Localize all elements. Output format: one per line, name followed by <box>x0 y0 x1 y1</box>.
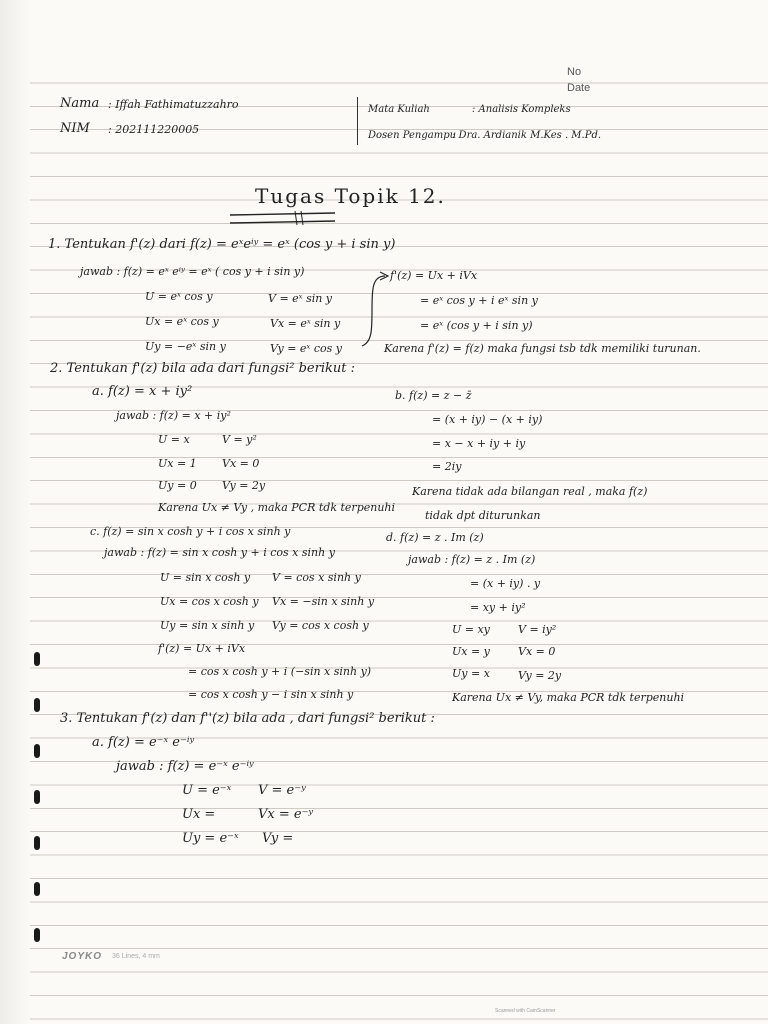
q2d-answer: jawab : f(z) = z . Im (z) <box>408 553 536 566</box>
q2d-uy: Uy = x <box>452 667 490 680</box>
q1-conclusion: Karena f'(z) = f(z) maka fungsi tsb tdk memiliki turunan. <box>384 342 701 355</box>
q1-answer: jawab : f(z) = eˣ eⁱʸ = eˣ ( cos y + i sin y) <box>80 265 305 278</box>
q2b-label: b. f(z) = z − z̄ <box>395 389 472 402</box>
nama-value: : Iffah Fathimatuzzahro <box>108 98 239 111</box>
q3a-vx: Vx = e⁻ʸ <box>258 807 314 822</box>
q2c-u: U = sin x cosh y <box>160 571 251 584</box>
title-underline <box>225 210 345 230</box>
page-top-margin <box>0 0 768 60</box>
nim-value: : 202111220005 <box>108 123 200 136</box>
q1-ux: Ux = eˣ cos y <box>145 315 219 328</box>
binding-hole <box>34 652 40 666</box>
q1-deriv-1: f'(z) = Ux + iVx <box>390 269 478 282</box>
q2a-uy: Uy = 0 <box>158 479 197 492</box>
q2-prompt: 2. Tentukan f'(z) bila ada dari fungsi² berikut : <box>50 361 355 376</box>
q1-deriv-3: = eˣ (cos y + i sin y) <box>420 319 533 332</box>
q2b-line-2: = x − x + iy + iy <box>432 437 526 450</box>
matkul-value: : Analisis Kompleks <box>472 104 571 115</box>
q1-arrow <box>360 270 390 350</box>
q3a-label: a. f(z) = e⁻ˣ e⁻ⁱʸ <box>92 735 195 750</box>
dosen-label: Dosen Pengampu <box>368 130 457 141</box>
q2a-vy: Vy = 2y <box>222 479 266 492</box>
q2d-label: d. f(z) = z . Im (z) <box>386 531 484 544</box>
q2c-uy: Uy = sin x sinh y <box>160 619 255 632</box>
q1-v: V = eˣ sin y <box>268 292 333 305</box>
q3a-answer: jawab : f(z) = e⁻ˣ e⁻ⁱʸ <box>116 759 254 774</box>
binding-hole <box>34 744 40 758</box>
q2d-u: U = xy <box>452 623 490 636</box>
q1-vx: Vx = eˣ sin y <box>270 317 341 330</box>
q2d-vy: Vy = 2y <box>518 669 562 682</box>
q2d-conclusion: Karena Ux ≠ Vy, maka PCR tdk terpenuhi <box>452 691 685 704</box>
binding-hole <box>34 836 40 850</box>
q3-prompt: 3. Tentukan f'(z) dan f''(z) bila ada , dari fungsi² berikut : <box>60 711 435 726</box>
q2a-u: U = x <box>158 433 190 446</box>
no-label: No <box>567 66 582 78</box>
scanner-watermark: Scanned with CamScanner <box>495 1008 556 1014</box>
q1-deriv-2: = eˣ cos y + i eˣ sin y <box>420 294 538 307</box>
q2c-vy: Vy = cos x cosh y <box>272 619 369 632</box>
q2c-deriv-1: f'(z) = Ux + iVx <box>158 642 246 655</box>
binding-hole <box>34 928 40 942</box>
q2b-conclusion-1: Karena tidak ada bilangan real , maka f(z) <box>412 485 648 498</box>
q1-u: U = eˣ cos y <box>145 290 213 303</box>
q2a-vx: Vx = 0 <box>222 457 260 470</box>
header-divider <box>357 97 358 145</box>
q2c-deriv-3: = cos x cosh y − i sin x sinh y <box>188 688 354 701</box>
q1-uy: Uy = −eˣ sin y <box>145 340 226 353</box>
q3a-u: U = e⁻ˣ <box>182 783 232 798</box>
page-title: Tugas Topik 12. <box>255 184 446 208</box>
q2d-line-2: = xy + iy² <box>470 601 526 614</box>
q1-prompt: 1. Tentukan f'(z) dari f(z) = eˣeⁱʸ = eˣ (cos y + i sin y) <box>48 237 396 252</box>
q3a-v: V = e⁻ʸ <box>258 783 306 798</box>
q2c-deriv-2: = cos x cosh y + i (−sin x sinh y) <box>188 665 372 678</box>
q2c-v: V = cos x sinh y <box>272 571 361 584</box>
q2d-line-1: = (x + iy) . y <box>470 577 541 590</box>
dosen-value: : Dra. Ardianik M.Kes . M.Pd. <box>452 130 602 141</box>
q2b-line-1: = (x + iy) − (x + iy) <box>432 413 543 426</box>
page-left-edge <box>0 0 30 1024</box>
q2a-conclusion: Karena Ux ≠ Vy , maka PCR tdk terpenuhi <box>158 501 396 514</box>
q2c-ux: Ux = cos x cosh y <box>160 595 259 608</box>
nama-label: Nama <box>60 96 100 111</box>
q2a-answer: jawab : f(z) = x + iy² <box>116 409 231 422</box>
q2d-ux: Ux = y <box>452 645 490 658</box>
q2a-label: a. f(z) = x + iy² <box>92 384 193 399</box>
q2d-vx: Vx = 0 <box>518 645 556 658</box>
q3a-ux: Ux = <box>182 807 216 822</box>
q2c-answer: jawab : f(z) = sin x cosh y + i cos x sinh y <box>104 546 335 559</box>
q3a-uy: Uy = e⁻ˣ <box>182 831 239 846</box>
binding-hole <box>34 790 40 804</box>
q2d-v: V = iy² <box>518 623 557 636</box>
q2c-vx: Vx = −sin x sinh y <box>272 595 375 608</box>
binding-hole <box>34 882 40 896</box>
q1-vy: Vy = eˣ cos y <box>270 342 342 355</box>
date-label: Date <box>567 82 591 94</box>
notebook-line-spec: 36 Lines, 4 mm <box>112 953 160 960</box>
nim-label: NIM <box>60 121 90 136</box>
q2a-ux: Ux = 1 <box>158 457 197 470</box>
q3a-vy: Vy = <box>262 831 294 846</box>
notebook-brand-logo: JOYKO <box>62 951 103 962</box>
q2a-v: V = y² <box>222 433 257 446</box>
binding-hole <box>34 698 40 712</box>
q2b-line-3: = 2iy <box>432 460 462 473</box>
matkul-label: Mata Kuliah <box>368 104 430 115</box>
q2c-label: c. f(z) = sin x cosh y + i cos x sinh y <box>90 525 291 538</box>
q2b-conclusion-2: tidak dpt diturunkan <box>425 509 541 522</box>
